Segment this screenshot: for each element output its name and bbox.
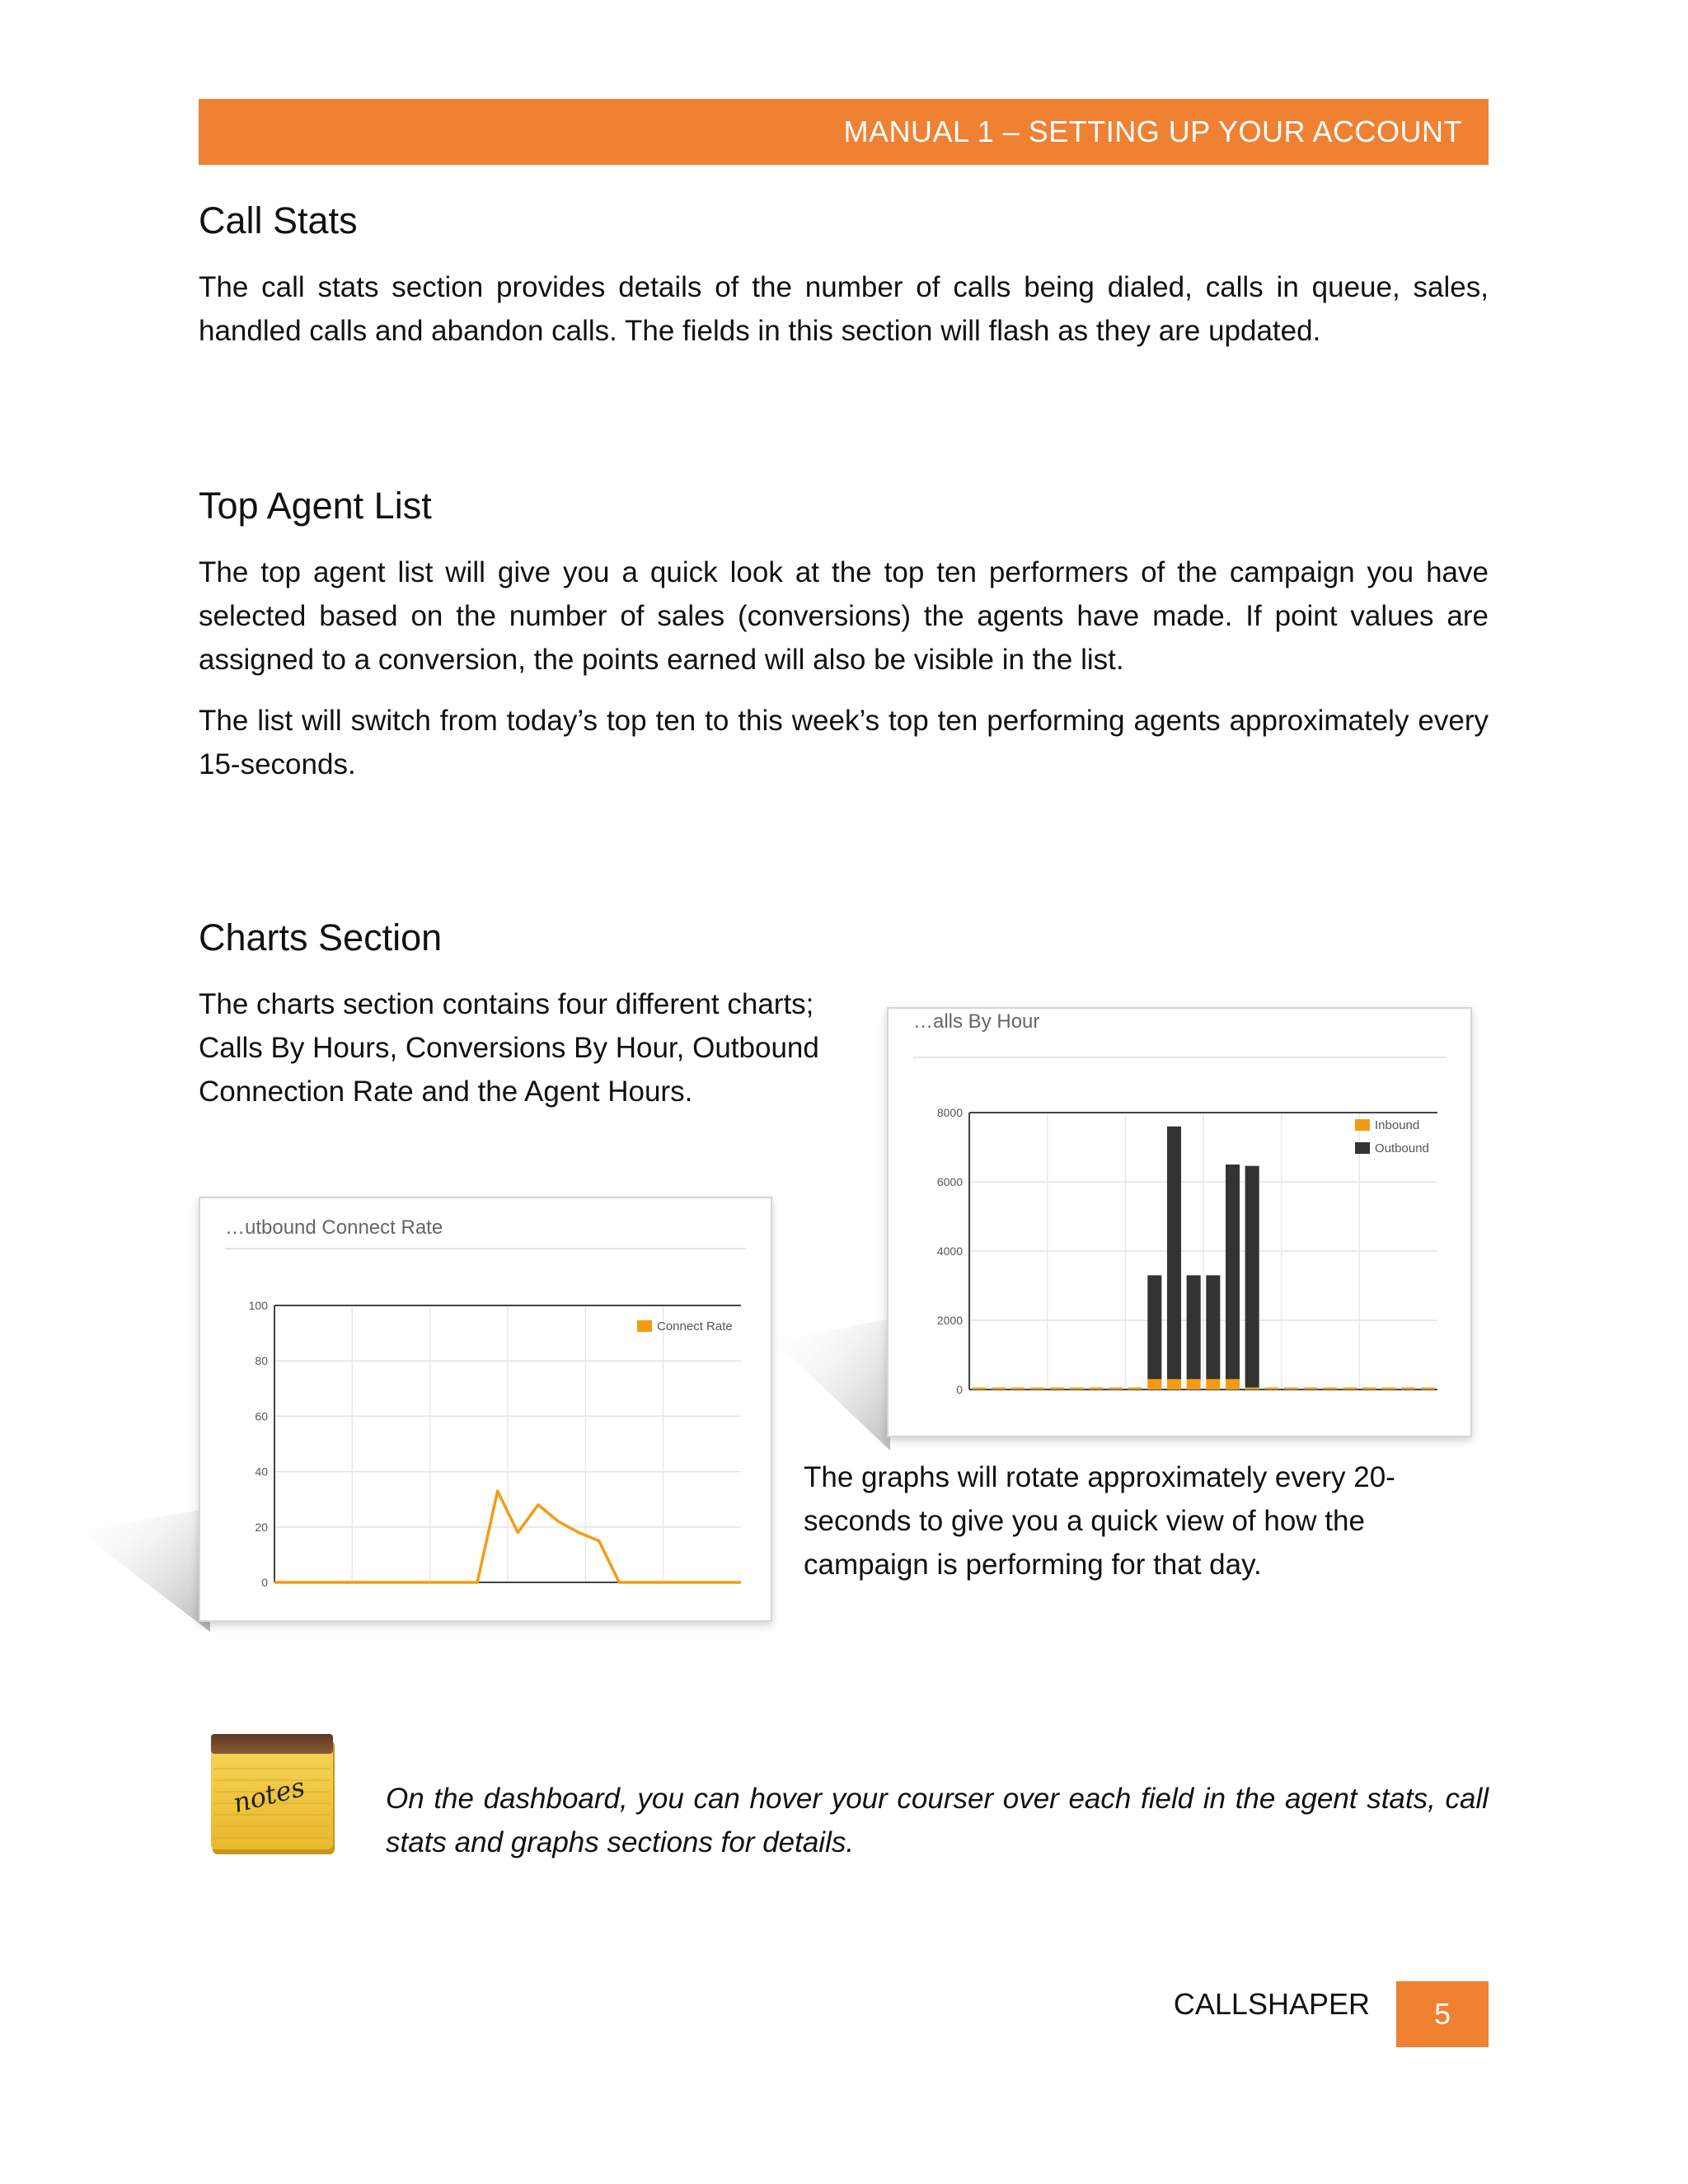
line-y-tick: 40	[255, 1465, 268, 1479]
line-y-tick: 60	[255, 1409, 268, 1423]
bar-inbound	[992, 1387, 1006, 1390]
bar-inbound	[1128, 1387, 1142, 1390]
bar-inbound	[1381, 1387, 1395, 1390]
connect-chart-title: …utbound Connect Rate	[225, 1216, 443, 1239]
bar-inbound	[1226, 1379, 1240, 1390]
bar-inbound	[1050, 1387, 1064, 1390]
bar-inbound	[1187, 1379, 1201, 1390]
calls-chart-title: …alls By Hour	[913, 1010, 1040, 1033]
bar-inbound	[1070, 1387, 1084, 1390]
bar-outbound	[1167, 1127, 1181, 1380]
line-y-tick: 80	[255, 1354, 268, 1368]
bar-y-tick: 6000	[936, 1175, 963, 1188]
bar-outbound	[1187, 1275, 1201, 1379]
note-text: On the dashboard, you can hover your courser over each field in the agent stats, call stats and graphs sections for details.	[386, 1783, 1489, 1858]
bar-inbound	[1089, 1387, 1103, 1390]
bar-inbound	[1011, 1387, 1025, 1390]
graphs-rotate-text: The graphs will rotate approximately every 20-seconds to give you a quick view of how the campaign is performing for that day.	[804, 1461, 1395, 1581]
legend-swatch-connect-rate	[637, 1320, 652, 1332]
bar-outbound	[1206, 1275, 1220, 1379]
top-agent-heading: Top Agent List	[199, 485, 432, 527]
connect-rate-plot	[200, 1198, 771, 1620]
calls-by-hour-plot	[889, 1009, 1470, 1436]
bar-inbound	[1323, 1387, 1337, 1390]
bar-inbound	[1264, 1387, 1278, 1390]
legend-swatch-outbound	[1355, 1142, 1370, 1154]
bar-y-tick: 2000	[936, 1314, 963, 1327]
connect-chart-shadow	[78, 1508, 210, 1632]
legend-label-outbound: Outbound	[1375, 1141, 1429, 1155]
outbound-connect-rate-chart	[199, 1197, 772, 1622]
bar-y-tick: 0	[956, 1383, 963, 1396]
call-stats-body: The call stats section provides details of the number of calls being dialed, calls in queue, sales, handled calls and abandon calls. The fields in this section will flash as they are updated.	[199, 271, 1489, 347]
bar-y-tick: 8000	[936, 1106, 963, 1119]
bar-y-tick: 4000	[936, 1244, 963, 1258]
manual-title: MANUAL 1 – SETTING UP YOUR ACCOUNT	[843, 115, 1462, 148]
legend-swatch-inbound	[1355, 1119, 1370, 1131]
legend-label-connect-rate: Connect Rate	[657, 1319, 733, 1333]
bar-inbound	[1401, 1387, 1415, 1390]
notes-icon-label: notes	[229, 1770, 308, 1820]
bar-inbound	[1167, 1379, 1181, 1390]
page-number-box	[1396, 1981, 1489, 2047]
bar-inbound	[1284, 1387, 1298, 1390]
bar-inbound	[1109, 1387, 1123, 1390]
calls-by-hour-chart	[887, 1007, 1472, 1437]
legend-label-inbound: Inbound	[1375, 1118, 1420, 1132]
bar-inbound	[1304, 1387, 1318, 1390]
top-agent-body-1: The top agent list will give you a quick look at the top ten performers of the campaign you have selected based on the number of sales (conversions) the agents have made. If point values are assigned to a conversion, the points earned will also be visible in the list.	[199, 556, 1489, 676]
charts-section-body: The charts section contains four different charts; Calls By Hours, Conversions By Hour, Outbound Connection Rate and the Agent Hours.	[199, 988, 819, 1108]
charts-section-heading: Charts Section	[199, 916, 443, 958]
line-y-tick: 20	[255, 1520, 268, 1534]
page-number: 5	[1433, 1997, 1451, 2031]
bar-inbound	[1245, 1387, 1259, 1390]
calls-chart-shadow	[775, 1319, 890, 1451]
footer-brand: CALLSHAPER	[1173, 1987, 1370, 2021]
bar-inbound	[1343, 1387, 1357, 1390]
header-bar	[199, 99, 1489, 165]
top-agent-body-2: The list will switch from today’s top ten to this week’s top ten performing agents approximately every 15-seconds.	[199, 705, 1489, 780]
bar-inbound	[1421, 1387, 1435, 1390]
call-stats-heading: Call Stats	[199, 199, 358, 241]
bar-inbound	[1206, 1379, 1220, 1390]
bar-inbound	[1147, 1379, 1161, 1390]
bar-outbound	[1245, 1166, 1259, 1388]
bar-outbound	[1147, 1275, 1161, 1379]
notes-icon	[208, 1729, 340, 1861]
bar-inbound	[1030, 1387, 1044, 1390]
bar-inbound	[1362, 1387, 1376, 1390]
bar-inbound	[972, 1387, 986, 1390]
line-y-tick: 100	[248, 1299, 268, 1312]
line-y-tick: 0	[261, 1576, 268, 1589]
bar-outbound	[1226, 1165, 1240, 1379]
